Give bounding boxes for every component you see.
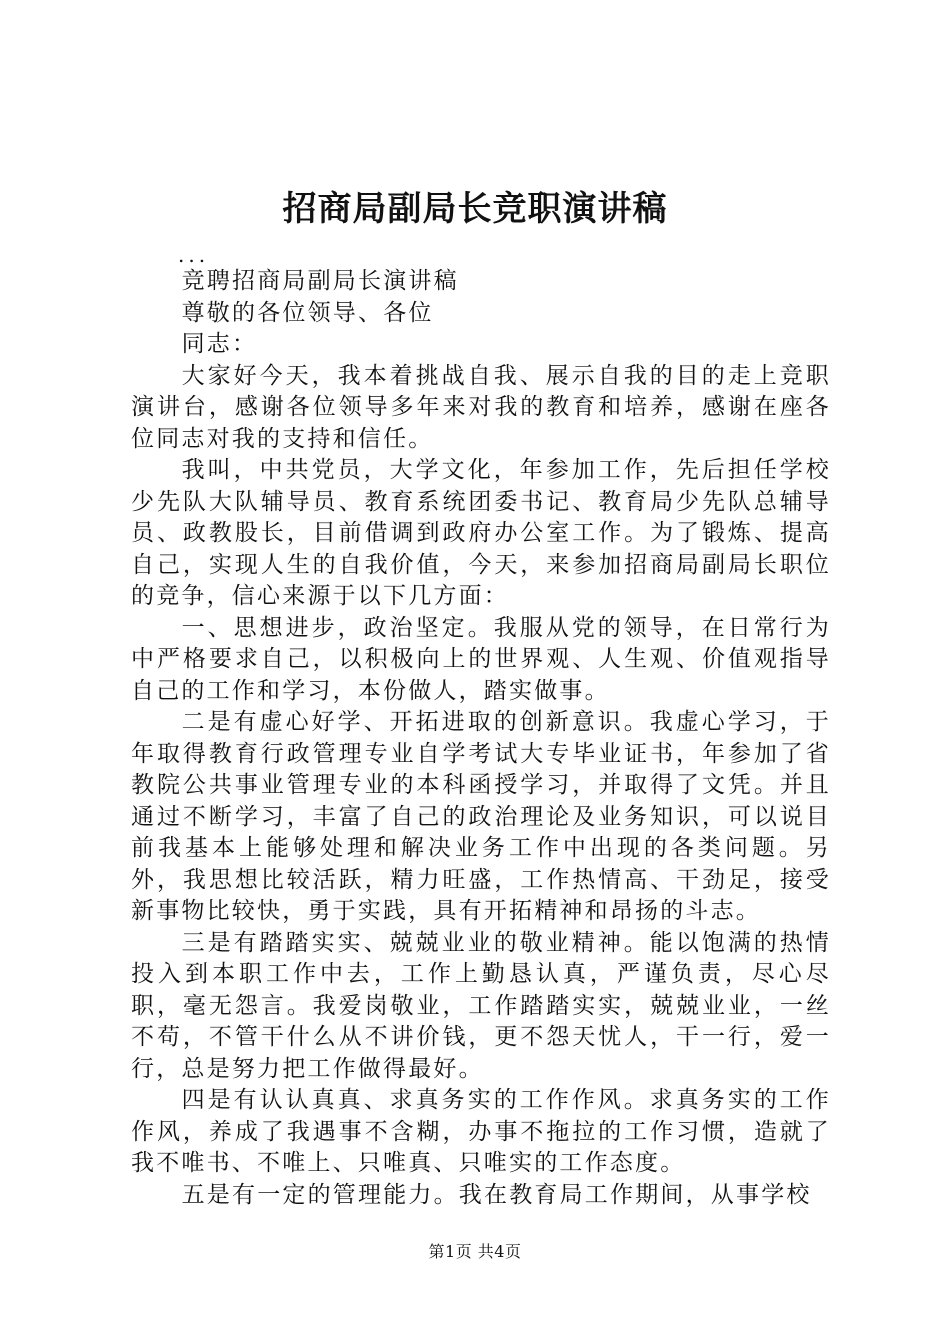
ellipsis-marker: ... xyxy=(178,243,210,267)
paragraph-salutation: 尊敬的各位领导、各位 xyxy=(181,299,434,326)
document-body xyxy=(131,266,831,1211)
paragraph-speech-heading: 竞聘招商局副局长演讲稿 xyxy=(181,268,459,294)
paragraph-point-five: 五是有一定的管理能力。我在教育局工作期间，从事学校 xyxy=(181,1181,812,1208)
paragraph-salutation-cont: 同志： xyxy=(181,331,258,357)
paragraph-point-three: 三是有踏踏实实、兢兢业业的敬业精神。能以饱满的热情投入到本职工作中去，工作上勤恳认真，严谨负责，尽心尽职，毫无怨言。我爱岗敬业，工作踏踏实实，兢兢业业，一丝不苟，不管干什么从不讲价钱，更不怨天忧人，干一行，爱一行，总是努力把工作做得最好。 xyxy=(131,929,831,1082)
paragraph-point-four: 四是有认认真真、求真务实的工作作风。求真务实的工作作风，养成了我遇事不含糊，办事不拖拉的工作习惯，造就了我不唯书、不唯上、只唯真、只唯实的工作态度。 xyxy=(131,1087,831,1176)
paragraph-point-one: 一、思想进步，政治坚定。我服从党的领导，在日常行为中严格要求自己，以积极向上的世界观、人生观、价值观指导自己的工作和学习，本份做人，踏实做事。 xyxy=(131,614,831,704)
page-footer: 第1页 共4页 xyxy=(428,1242,522,1261)
paragraph-introduction: 我叫，中共党员，大学文化，年参加工作，先后担任学校少先队大队辅导员、教育系统团委书记、教育局少先队总辅导员、政教股长，目前借调到政府办公室工作。为了锻炼、提高自己，实现人生的自我价值，今天，来参加招商局副局长职位的竞争，信心来源于以下几方面： xyxy=(131,457,831,609)
document-title: 招商局副局长竞职演讲稿 xyxy=(282,189,668,229)
paragraph-point-two: 二是有虚心好学、开拓进取的创新意识。我虚心学习，于年取得教育行政管理专业自学考试大专毕业证书，年参加了省教院公共事业管理专业的本科函授学习，并取得了文凭。并且通过不断学习，丰富了自己的政治理论及业务知识，可以说目前我基本上能够处理和解决业务工作中出现的各类问题。另外，我思想比较活跃，精力旺盛，工作热情高、干劲足，接受新事物比较快，勇于实践，具有开拓精神和昂扬的斗志。 xyxy=(131,709,831,924)
paragraph-greeting: 大家好今天，我本着挑战自我、展示自我的目的走上竞职演讲台，感谢各位领导多年来对我的教育和培养，感谢在座各位同志对我的支持和信任。 xyxy=(131,362,831,452)
